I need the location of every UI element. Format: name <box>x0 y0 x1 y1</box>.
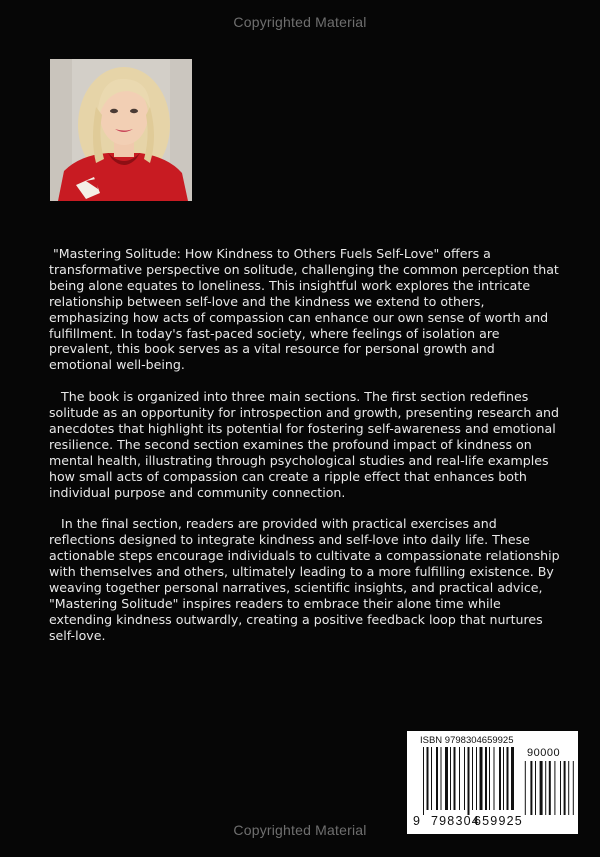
barcode-bar <box>445 747 448 810</box>
barcode-bar <box>454 747 456 810</box>
barcode-bar <box>499 747 501 810</box>
barcode-bar <box>468 747 470 815</box>
barcode-digit-first: 9 <box>413 814 420 828</box>
barcode-bar <box>564 761 566 815</box>
barcode-bar <box>573 761 574 815</box>
isbn-label: ISBN 9798304659925 <box>420 735 514 746</box>
barcode-bar <box>530 761 532 815</box>
barcode-bar <box>494 747 495 810</box>
barcode-bar <box>485 747 487 810</box>
barcode-bar <box>427 747 429 810</box>
barcode-bar <box>549 761 551 815</box>
barcode-bar <box>423 747 424 815</box>
copyright-watermark-bottom: Copyrighted Material <box>233 822 367 838</box>
barcode-bar <box>441 747 442 810</box>
copyright-watermark-top: Copyrighted Material <box>233 14 367 30</box>
isbn-barcode <box>407 731 578 834</box>
barcode-bar <box>489 747 490 810</box>
barcode-bar <box>525 761 526 815</box>
description-paragraph-1: "Mastering Solitude: How Kindness to Others Fuels Self-Love" offers a transformative perspective on solitude, challenging the common perception that being alone equates to loneliness. This insightful work explores the intricate relationship between self-love and the kindness we extend to others, emphasizing how acts of compassion can enhance our own sense of worth and fulfillment. In today's fast-paced society, where feelings of isolation are prevalent, this book serves as a vital resource for personal growth and emotional well-being. <box>49 246 563 373</box>
barcode-bar <box>507 747 509 810</box>
barcode-bar <box>480 747 483 810</box>
barcode-bar <box>476 747 477 810</box>
barcode-bar <box>568 761 569 815</box>
barcode-bar <box>436 747 438 810</box>
author-photo <box>50 59 192 201</box>
barcode-bar <box>511 747 514 810</box>
description-paragraph-2: The book is organized into three main sections. The first section redefines solitude as an opportunity for introspection and growth, presenting research and anecdotes that highlight its potential for fostering self-awareness and emotional resilience. The second section examines the profound impact of kindness on mental health, illustrating through psychological studies and real-life examples how small acts of compassion can create a ripple effect that enhances both individual purpose and community connection. <box>49 389 564 500</box>
barcode-bar <box>560 761 561 815</box>
barcode-bar <box>472 747 473 810</box>
book-description <box>49 246 564 660</box>
barcode-digits-left: 798304 <box>431 814 480 828</box>
barcode-bar <box>545 761 546 815</box>
author-portrait-icon <box>50 59 192 201</box>
price-code: 90000 <box>527 747 561 759</box>
barcode-digits-right: 659925 <box>474 814 523 828</box>
description-paragraph-3: In the final section, readers are provided with practical exercises and reflections designed to integrate kindness and self-love into daily life. These actionable steps encourage individuals to cultivate a compassionate relationship with themselves and others, ultimately leading to a more fulfilling existence. By weaving together personal narratives, scientific insights, and practical advice, "Mastering Solitude" inspires readers to embrace their alone time while extending kindness outwardly, creating a positive feedback loop that nurtures self-love. <box>49 516 564 643</box>
barcode-bar <box>464 747 465 810</box>
barcode-bar <box>503 747 504 810</box>
barcode-bar <box>450 747 451 810</box>
barcode-bar <box>535 761 536 815</box>
barcode-bar <box>554 761 555 815</box>
barcode-bar <box>540 761 543 815</box>
barcode-bar <box>431 747 432 810</box>
barcode-bar <box>459 747 460 810</box>
